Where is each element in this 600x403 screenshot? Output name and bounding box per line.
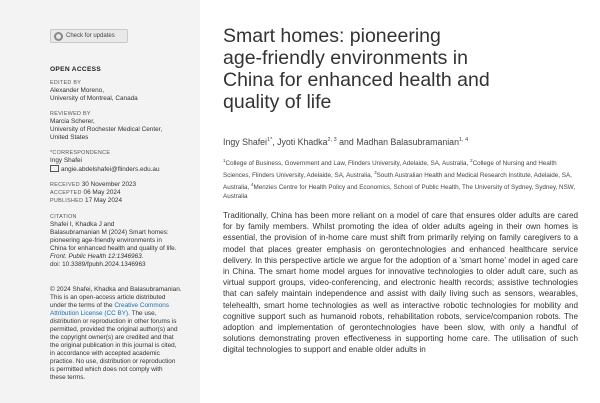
copyright-line: the original publication in this journal is cited, (50, 342, 177, 349)
title-line: quality of life (223, 91, 332, 113)
citation-block (50, 213, 195, 269)
open-access-label: OPEN ACCESS (50, 66, 102, 73)
affiliations: $^1$College of Business, Government and Law, Flinders University, Adelaide, SA, Australia, $^2$College of Nursing and Health Sciences, Flinders University, Adelaide, SA, Australia, $^3$South Australian Health and Medical Research Institute, Adelaide, SA, Australia, $^4$Menzies Centre for Health Policy and Economics, School of Public Health, The University of Sydney, Sydney, NSW, Australia (223, 158, 576, 201)
edited-by-block (50, 79, 195, 103)
citation-doi[interactable]: doi: 10.3389/fpubh.2024.1346963 (50, 261, 146, 268)
received-date: 30 November 2023 (81, 181, 137, 188)
affiliation-1: College of Business, Government and Law, Flinders University, Adelaide, SA, Australia, (225, 160, 469, 168)
citation-line: pioneering age-friendly environments in (50, 237, 162, 244)
citation-line: Shafei I, Khadka J and (50, 221, 115, 228)
author-3-sup: 1, 4 (458, 137, 469, 144)
check-updates-label: Check for updates (66, 33, 115, 39)
author-3[interactable]: Madhan Balasubramanian (356, 137, 459, 147)
article-title (223, 25, 583, 113)
reviewer-name: Marcia Scherer, (50, 118, 95, 125)
reviewed-by-block (50, 110, 195, 142)
accepted-date: 06 May 2024 (83, 189, 121, 196)
author-1-sup: 1* (267, 137, 273, 144)
editor-name: Alexander Moreno, (50, 87, 104, 94)
check-for-updates-button[interactable] (50, 29, 128, 43)
reviewer-affiliation-1: University of Rochester Medical Center, (50, 126, 163, 133)
copyright-line: under the terms of the (50, 302, 113, 309)
received-label: RECEIVED (50, 182, 80, 188)
copyright-line: The use, (131, 310, 157, 317)
citation-line: China for enhanced health and quality of life. (50, 245, 177, 252)
citation-journal: Front. Public Health 12:1346963. (50, 253, 144, 260)
copyright-line: practice. No use, distribution or reproduction (50, 358, 176, 365)
copyright-line: permitted, provided the original author(s) and (50, 326, 178, 333)
copyright-line: distribution or reproduction in other forums is (50, 318, 177, 325)
author-2[interactable]: Jyoti Khadka (277, 137, 328, 147)
affiliation-3: South Australian Health and Medical Research Institute, Adelaide, SA, Australia, (223, 172, 572, 192)
title-line: Smart homes: pioneering (223, 25, 441, 47)
affiliation-2: College of Nursing and Health Sciences, Flinders University, Adelaide, SA, Australia, (223, 160, 557, 180)
copyright-line: is permitted which does not comply with (50, 366, 163, 373)
copyright-line: in accordance with accepted academic (50, 350, 160, 357)
correspondence-name: Ingy Shafei (50, 157, 82, 164)
copyright-line: the copyright owner(s) are credited and that (50, 334, 174, 341)
correspondence-email-row[interactable] (50, 165, 195, 174)
affiliation-4: Menzies Centre for Health Policy and Economics, School of Public Health, The University of Sydney, Sydney, NSW, Australia (223, 184, 576, 201)
email-icon (50, 165, 59, 172)
author-1[interactable]: Ingy Shafei (223, 137, 268, 147)
correspondence-label: *CORRESPONDENCE (50, 150, 111, 156)
abstract: Traditionally, China has been more reliant on a model of care that ensures older adults are cared for by family members. Whilst promoting the idea of older adults ageing in their own homes is essential, the provision of in-home care must shift from primarily relying on family caregivers to a model that places greater emphasis on gerontechnologies and enhanced healthcare service delivery. In this perspective article we argue for the adoption of a ‘smart home’ model in aged care in China. The smart home model argues for innovative technologies to older adult care, such as virtual support groups, video-conferencing, and electronic health records; assistive technologies that can safely maintain independence and assist with daily living such as sensors, wearables, telehealth, smart home technologies as well as interactive robotic technologies for mobility and cognitive support such as humanoid robots, rehabilitation robots, service/companion robots. The adoption and implementation of gerontechnologies have been slow, with only a handful of solutions demonstrating proven effectiveness in supporting home care. The utilisation of such digital technologies to support and enable older adults in (223, 211, 578, 355)
author-list: Ingy Shafei$^{1*}$, Jyoti Khadka$^{2, 3}$ and Madhan Balasubramanian$^{1, 4}$ (223, 137, 469, 147)
cc-license-link[interactable]: Creative Commons (114, 302, 170, 309)
author-2-sup: 2, 3 (327, 137, 337, 144)
reviewer-affiliation-2: United States (50, 134, 89, 141)
correspondence-block (50, 149, 195, 174)
correspondence-email[interactable]: angie.abdelshafei@flinders.edu.au (61, 166, 160, 173)
citation-label: CITATION (50, 214, 77, 220)
cc-license-link-2[interactable]: Attribution License (CC BY). (50, 310, 130, 317)
and-word: and (339, 137, 354, 147)
accepted-label: ACCEPTED (50, 190, 82, 196)
edited-by-label: EDITED BY (50, 80, 82, 86)
editor-affiliation: University of Montreal, Canada (50, 95, 138, 102)
published-label: PUBLISHED (50, 198, 84, 204)
check-updates-icon (54, 32, 63, 41)
published-date: 17 May 2024 (85, 197, 122, 204)
copyright-line: © 2024 Shafei, Khadka and Balasubramanian. (50, 286, 182, 293)
copyright-block (50, 286, 195, 382)
title-line: China for enhanced health and (223, 69, 490, 91)
reviewed-by-label: REVIEWED BY (50, 111, 91, 117)
citation-line: Balasubramanian M (2024) Smart homes: (50, 229, 169, 236)
dates-block (50, 181, 195, 205)
title-line: age-friendly environments in (223, 47, 468, 69)
copyright-line: these terms. (50, 374, 86, 381)
copyright-line: This is an open-access article distributed (50, 294, 166, 301)
